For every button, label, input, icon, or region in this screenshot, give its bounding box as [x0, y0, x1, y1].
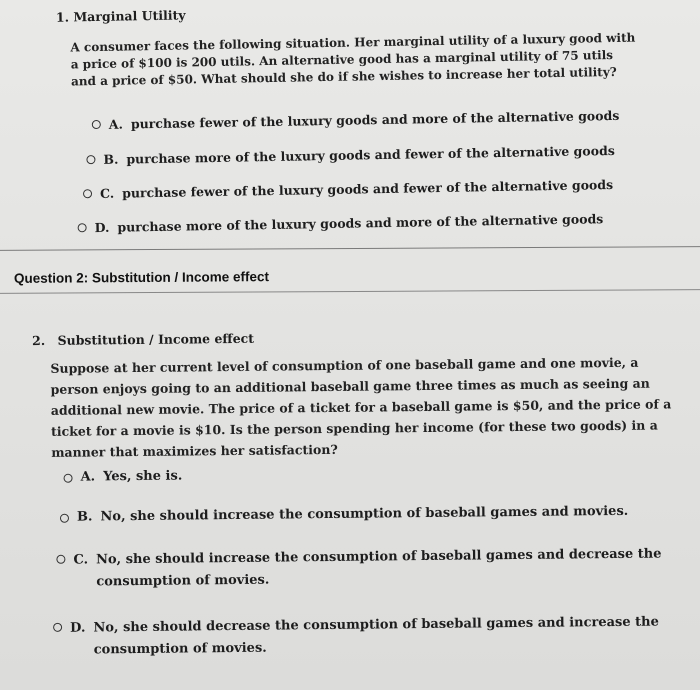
- question-2-title: Substitution / Income effect: [57, 330, 255, 348]
- option-text: Yes, she is.: [103, 468, 183, 485]
- question-1-heading: [56, 7, 186, 24]
- option-letter: C.: [73, 552, 89, 568]
- radio-button[interactable]: [78, 223, 87, 232]
- question-1-option-d[interactable]: [78, 211, 604, 235]
- question-2-option-d[interactable]: [53, 611, 683, 662]
- question-1-option-b[interactable]: [86, 143, 615, 167]
- option-letter: B.: [103, 151, 119, 167]
- question-1-option-c[interactable]: [83, 177, 613, 201]
- radio-button[interactable]: [53, 623, 62, 632]
- option-letter: A.: [108, 116, 124, 132]
- option-letter: D.: [70, 620, 86, 636]
- option-text: purchase fewer of the luxury goods and more of the alternative goods: [130, 107, 620, 132]
- option-text: purchase fewer of the luxury goods and fewer of the alternative goods: [121, 177, 614, 201]
- divider: [0, 289, 700, 294]
- option-letter: C.: [99, 185, 115, 201]
- question-2-stem: Suppose at her current level of consumption of one baseball game and one movie, a person enjoys going to an additional baseball game three times as much as seeing an additional new movie. The price of a ticket for a baseball game is $50, and the price of a ticket for a movie is $10. Is the person spending her income (for these two goods) in a manner that maximizes her satisfaction?: [50, 354, 672, 460]
- radio-button[interactable]: [64, 474, 73, 483]
- question-1: [0, 0, 700, 251]
- question-2-number: 2.: [32, 332, 46, 349]
- question-2-heading: [32, 331, 254, 348]
- question-2-option-c[interactable]: [56, 543, 676, 593]
- option-text: purchase more of the luxury goods and more of the alternative goods: [117, 211, 604, 235]
- question-2-option-a[interactable]: [63, 469, 182, 485]
- radio-button[interactable]: [60, 514, 69, 523]
- section-header: Question 2: Substitution / Income effect: [13, 269, 270, 286]
- option-text: No, she should increase the consumption of baseball games and decrease the consumption of movies.: [95, 546, 662, 590]
- option-letter: A.: [80, 469, 96, 485]
- question-1-stem: A consumer faces the following situation. Her marginal utility of a luxury good with a price of $100 is 200 utils. An alternative good has a marginal utility of 75 utils and a price of $50. What should she do if she wishes to increase her total utility?: [70, 30, 636, 89]
- radio-button[interactable]: [56, 555, 65, 564]
- option-text: No, she should increase the consumption of baseball games and movies.: [100, 503, 629, 525]
- question-1-title: Marginal Utility: [73, 7, 186, 25]
- question-1-option-a[interactable]: [92, 108, 620, 132]
- question-2-option-b[interactable]: [60, 504, 628, 525]
- option-letter: D.: [94, 219, 110, 236]
- question-2: [0, 293, 700, 690]
- option-text: purchase more of the luxury goods and fewer of the alternative goods: [126, 142, 615, 167]
- radio-button[interactable]: [83, 189, 92, 198]
- option-letter: B.: [76, 509, 93, 525]
- question-1-number: 1.: [55, 9, 70, 25]
- radio-button[interactable]: [92, 120, 101, 129]
- radio-button[interactable]: [86, 155, 95, 164]
- option-text: No, she should decrease the consumption of baseball games and increase the consumption of movies.: [93, 614, 659, 658]
